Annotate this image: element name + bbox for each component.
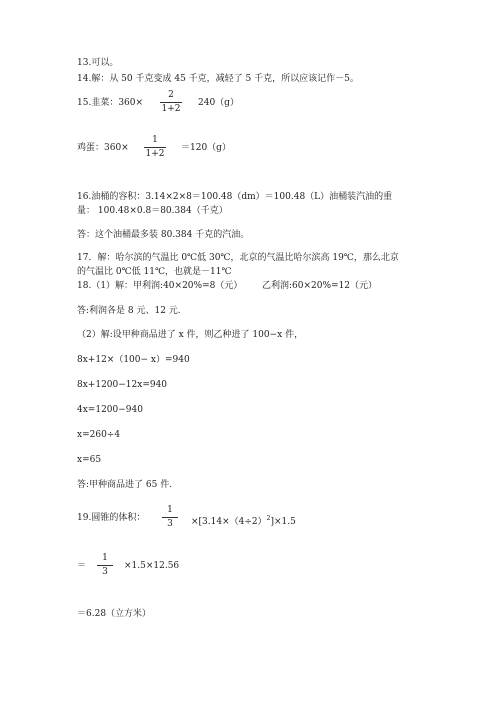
- fraction-19: [162, 505, 178, 530]
- fraction-19-b: [97, 553, 113, 578]
- answer-16-line2: 量： 100.48×0.8＝80.384（千克）: [77, 206, 228, 216]
- fraction-15: [160, 90, 182, 115]
- fraction-denominator: 3: [102, 567, 108, 577]
- expression-end: ]×1.5: [270, 517, 296, 527]
- answer-14: 14.解：从 50 千克变成 45 千克，减轻了 5 千克，所以应该记作－5。: [77, 74, 359, 84]
- answer-18-answer1: 答:利润各是 8 元、12 元.: [77, 306, 181, 316]
- answer-15-prefix: 15.韭菜：360×: [77, 98, 144, 108]
- answer-18-line1b: 乙利润:60×20%=12（元）: [262, 281, 378, 291]
- answer-19-expression-2: ×1.5×12.56: [124, 561, 180, 571]
- answer-19-final: ＝6.28（立方米）: [77, 609, 152, 619]
- fraction-15-egg: [144, 135, 166, 160]
- answer-17-line1: 17．解：哈尔滨的气温比 0℃低 30℃，北京的气温比哈尔滨高 19℃，那么北京: [77, 253, 399, 263]
- answer-18-part2: （2）解:设甲种商品进了 x 件，则乙种进了 100−x 件，: [77, 330, 304, 340]
- answer-19-expression: [191, 513, 296, 528]
- expression-start: ×[3.14×（4÷2）: [191, 517, 267, 527]
- fraction-bar: [144, 147, 166, 148]
- square-superscript: 2: [266, 515, 271, 522]
- fraction-numerator: 1: [102, 553, 108, 563]
- fraction-bar: [97, 565, 113, 566]
- answer-13: 13.可以。: [77, 58, 119, 68]
- fraction-bar: [160, 102, 182, 103]
- answer-16-line1: 16.油桶的容积：3.14×2×8＝100.48（dm）＝100.48（L）油桶装汽油的重: [77, 192, 393, 202]
- answer-15-result: 240（g）: [198, 98, 239, 108]
- fraction-numerator: 1: [167, 505, 173, 515]
- answer-18-line1a: 18.（1）解：甲利润:40×20%=8（元）: [77, 281, 243, 291]
- equation-line-5: x=65: [77, 455, 102, 465]
- equation-line-1: 8x+12×（100− x）=940: [77, 355, 190, 365]
- equation-line-4: x=260÷4: [77, 430, 121, 440]
- answer-18-answer2: 答:甲种商品进了 65 件.: [77, 480, 173, 490]
- fraction-denominator: 1+2: [145, 149, 165, 159]
- fraction-numerator: 2: [168, 90, 174, 100]
- fraction-bar: [162, 517, 178, 518]
- answer-15-egg-result: ＝120（g）: [181, 143, 231, 153]
- fraction-denominator: 1+2: [161, 104, 181, 114]
- fraction-numerator: 1: [152, 135, 158, 145]
- answer-17-line2: 的气温比 0℃低 11℃，也就是－11℃: [77, 267, 232, 277]
- answer-19-prefix: 19.圆锥的体积：: [77, 513, 146, 523]
- answer-15-egg-prefix: 鸡蛋：360×: [77, 143, 129, 153]
- answer-16-answer: 答：这个油桶最多装 80.384 千克的汽油。: [77, 230, 250, 240]
- answer-19-eq-prefix: ＝: [77, 561, 87, 571]
- equation-line-3: 4x=1200−940: [77, 405, 143, 415]
- fraction-denominator: 3: [167, 519, 173, 529]
- equation-line-2: 8x+1200−12x=940: [77, 380, 168, 390]
